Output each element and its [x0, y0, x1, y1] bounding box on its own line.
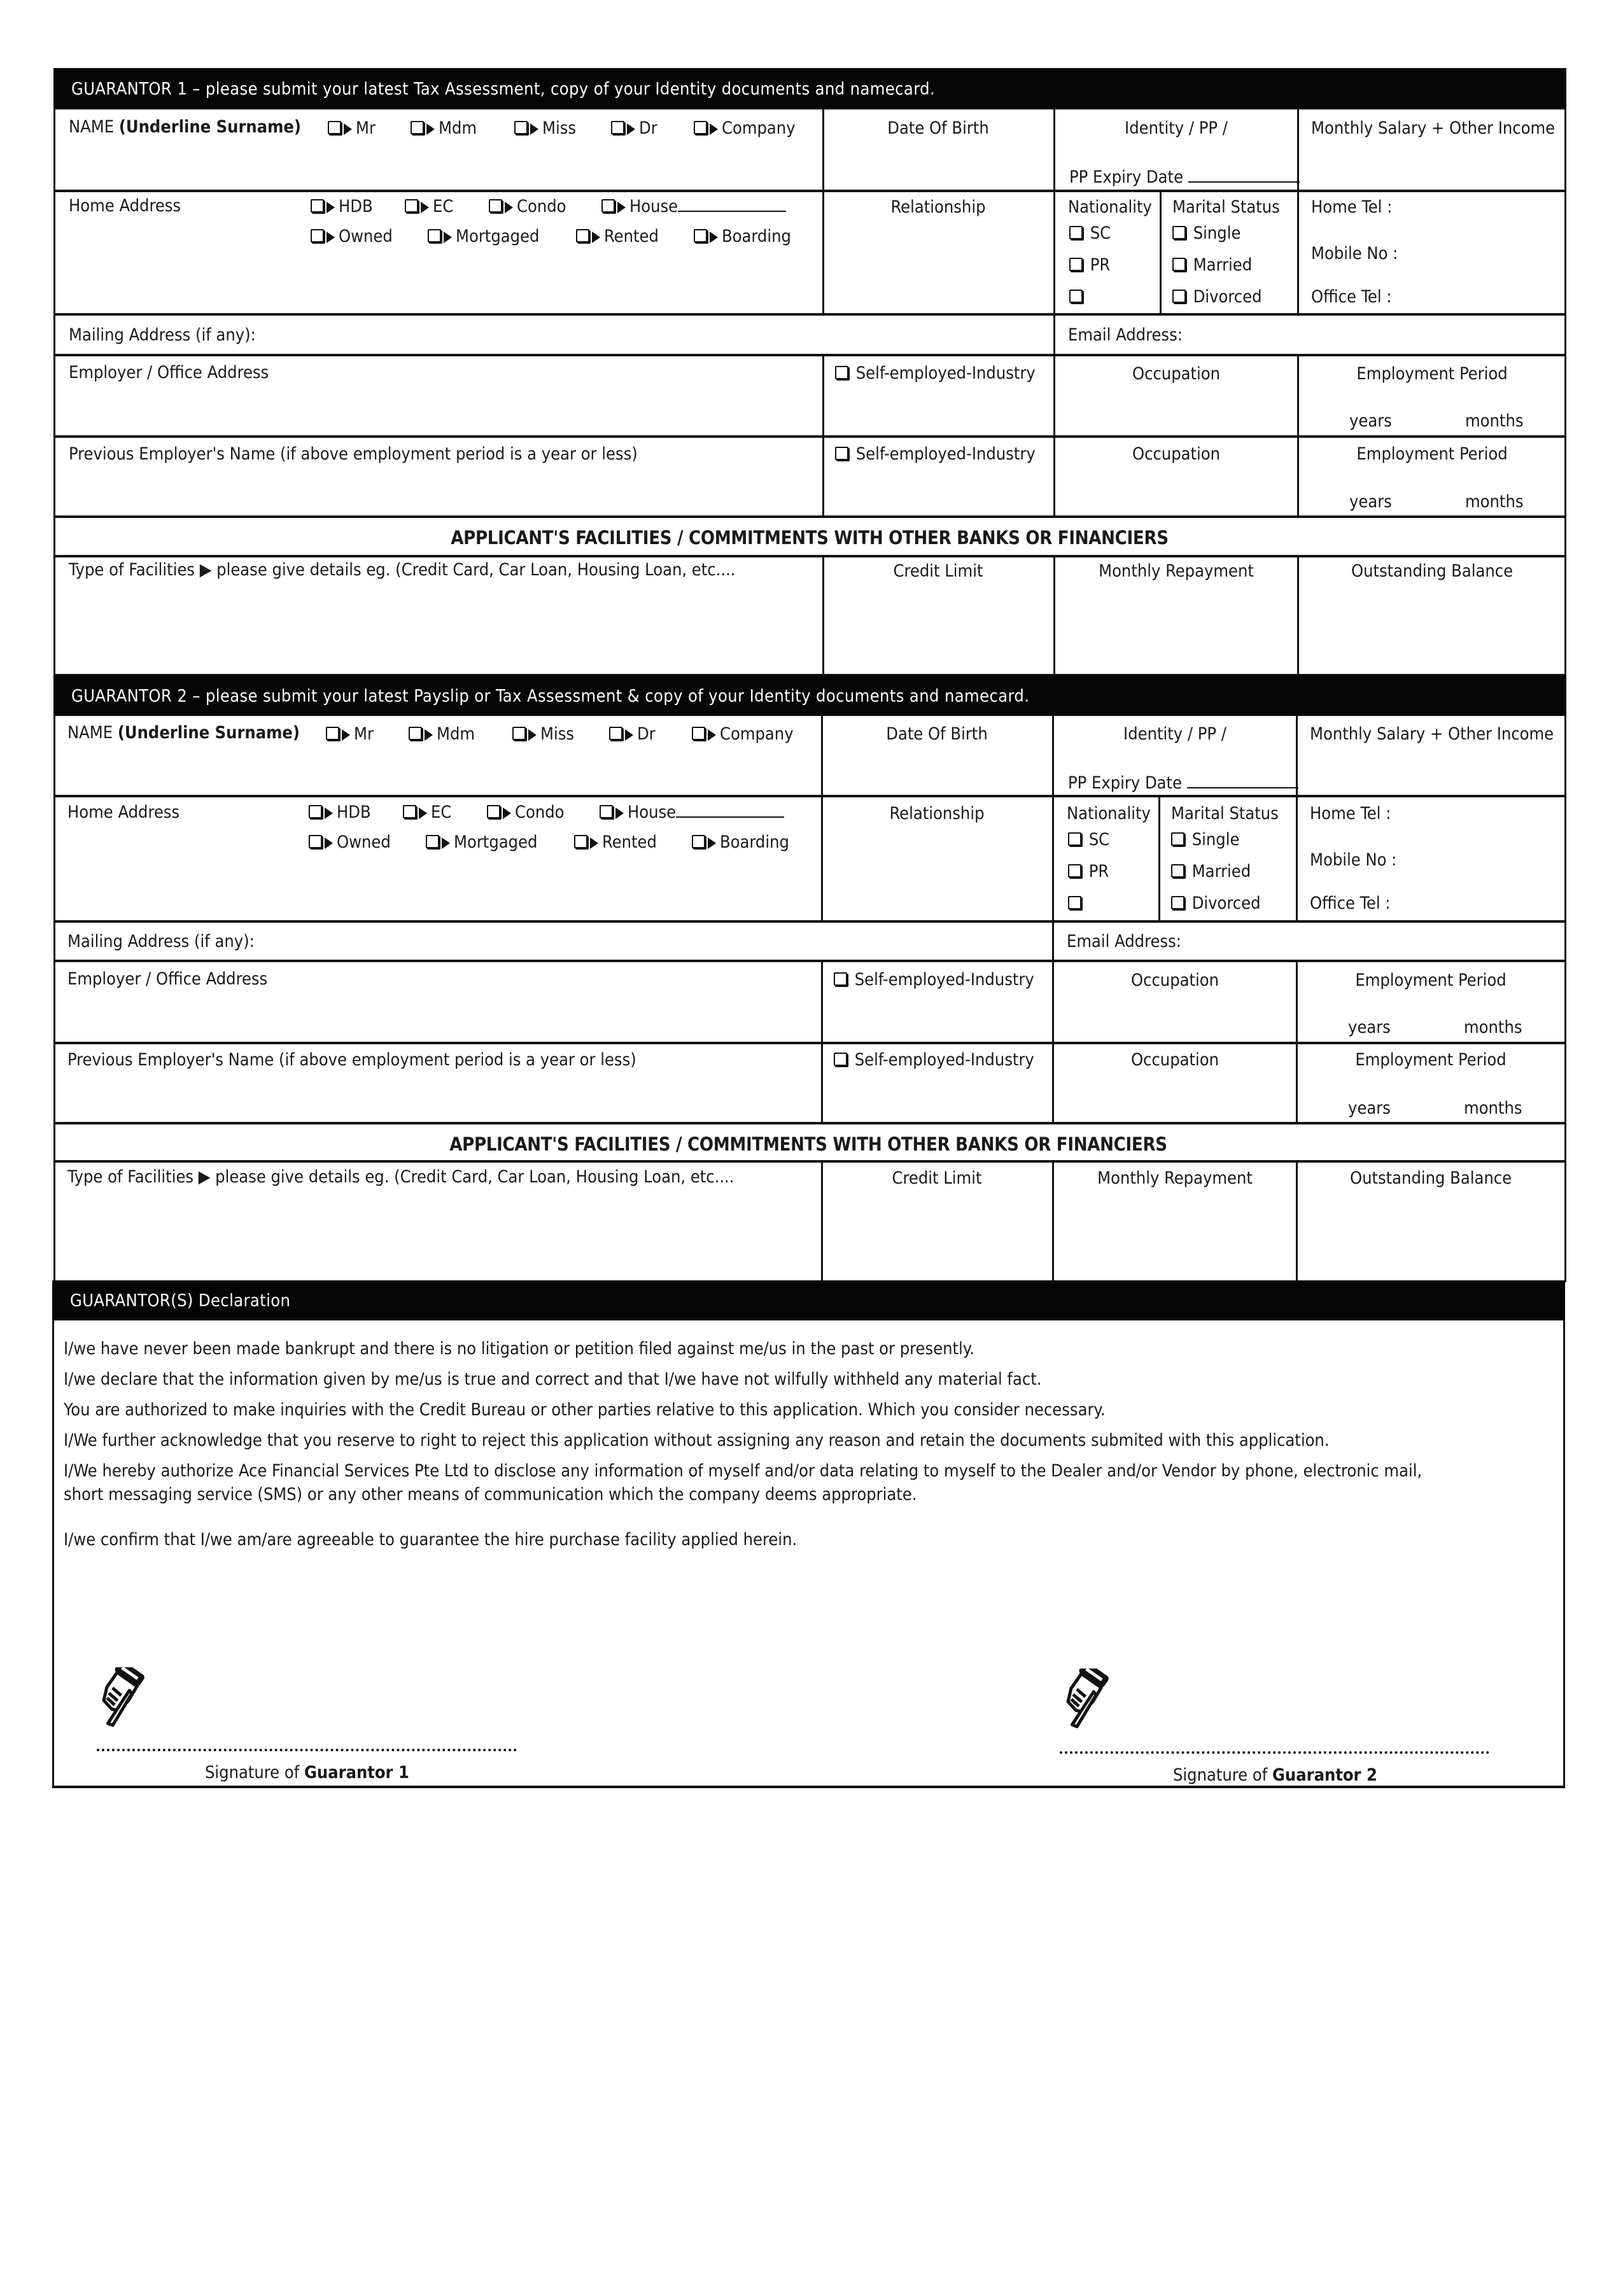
months-label: months — [1464, 1018, 1522, 1037]
months-label: months — [1464, 1098, 1522, 1118]
marital-option-married[interactable]: Married — [1172, 256, 1252, 274]
employment-period-label: Employment Period — [1355, 970, 1507, 990]
divider — [821, 715, 823, 921]
arrow-right-icon — [421, 202, 429, 213]
housing-option-ec[interactable]: EC — [403, 804, 451, 821]
name-field-label: NAME (Underline Surname) — [67, 723, 300, 743]
divider — [53, 190, 1566, 192]
marital-status-label: Marital Status — [1172, 197, 1280, 217]
divider — [53, 960, 1566, 962]
pointing-hand-icon — [89, 1667, 159, 1731]
date-of-birth-label: Date Of Birth — [887, 118, 989, 138]
occupation-label: Occupation — [1130, 1050, 1219, 1070]
email-address-label: Email Address: — [1067, 932, 1181, 951]
checkbox-icon[interactable] — [611, 121, 624, 134]
checkbox-icon[interactable] — [1172, 258, 1186, 271]
checkbox-icon[interactable] — [514, 121, 528, 134]
pp-expiry-input[interactable] — [1188, 181, 1300, 183]
ownership-option-boarding[interactable]: Boarding — [692, 834, 789, 851]
ownership-option-rented[interactable]: Rented — [576, 228, 659, 245]
housing-option-condo[interactable]: Condo — [487, 804, 565, 821]
title-option-miss[interactable]: Miss — [512, 725, 574, 743]
title-option-dr[interactable]: Dr — [609, 725, 656, 743]
ownership-option-mortgaged[interactable]: Mortgaged — [428, 228, 539, 245]
credit-limit-label: Credit Limit — [892, 1168, 982, 1188]
home-address-label: Home Address — [69, 196, 181, 216]
divider — [53, 920, 1566, 923]
divider — [1053, 313, 1055, 355]
arrow-right-icon — [708, 837, 716, 849]
checkbox-icon[interactable] — [1069, 258, 1083, 271]
marital-option-divorced[interactable]: Divorced — [1171, 895, 1261, 912]
nationality-option-other[interactable] — [1068, 895, 1084, 912]
home-tel-label: Home Tel : — [1311, 197, 1393, 217]
arrow-right-icon — [592, 232, 600, 243]
divider — [1053, 108, 1055, 314]
divider — [53, 515, 1566, 518]
monthly-repayment-label: Monthly Repayment — [1099, 561, 1254, 581]
checkbox-icon[interactable] — [426, 835, 439, 848]
years-label: years — [1348, 1098, 1391, 1118]
office-tel-label: Office Tel : — [1310, 893, 1391, 913]
arrow-right-icon — [530, 123, 538, 135]
self-employed-option[interactable]: Self-employed-Industry — [835, 445, 1036, 463]
checkbox-icon[interactable] — [489, 199, 502, 213]
mailing-address-label: Mailing Address (if any): — [69, 325, 256, 345]
checkbox-icon[interactable] — [576, 229, 589, 242]
declaration-line: I/we declare that the information given by me/us is true and correct and that I/we have not wilfully withheld any material fact. — [64, 1369, 1042, 1389]
declaration-line: I/We hereby authorize Ace Financial Services Pte Ltd to disclose any information of myself and/or data relating to myself to the Dealer and/or Vendor by phone, electronic mail, — [64, 1461, 1423, 1481]
checkbox-icon[interactable] — [512, 727, 526, 740]
declaration-line: You are authorized to make inquiries with the Credit Bureau or other parties relative to this application. Which you consider necessary. — [64, 1400, 1106, 1420]
checkbox-icon[interactable] — [1068, 864, 1081, 878]
arrow-right-icon — [442, 837, 450, 849]
divider — [1052, 1160, 1054, 1282]
credit-limit-label: Credit Limit — [893, 561, 983, 581]
housing-option-hdb[interactable]: HDB — [309, 804, 371, 821]
divider — [1296, 1160, 1298, 1282]
housing-option-house[interactable]: House — [600, 804, 784, 821]
years-label: years — [1348, 1018, 1391, 1037]
signature-label-guarantor1: Signature of Guarantor 1 — [205, 1763, 409, 1782]
checkbox-icon[interactable] — [1069, 226, 1083, 239]
checkbox-icon[interactable] — [405, 199, 418, 213]
occupation-label: Occupation — [1132, 444, 1221, 464]
signature-line-guarantor2[interactable] — [1060, 1751, 1489, 1754]
divider — [1297, 108, 1299, 314]
guarantor1-frame — [53, 108, 1566, 675]
arrow-right-icon — [710, 123, 718, 135]
mailing-address-label: Mailing Address (if any): — [67, 932, 255, 951]
signature-label-guarantor2: Signature of Guarantor 2 — [1173, 1765, 1377, 1785]
arrow-right-icon — [528, 729, 537, 741]
divider — [1158, 795, 1160, 921]
checkbox-icon[interactable] — [1172, 226, 1186, 239]
checkbox-icon[interactable] — [311, 199, 324, 213]
mobile-no-label: Mobile No : — [1311, 244, 1398, 263]
divider — [1297, 354, 1299, 517]
nationality-label: Nationality — [1067, 804, 1151, 823]
title-option-miss[interactable]: Miss — [514, 120, 576, 137]
checkbox-icon[interactable] — [834, 972, 847, 986]
arrow-right-icon — [426, 123, 435, 135]
ownership-option-mortgaged[interactable]: Mortgaged — [426, 834, 537, 851]
title-option-dr[interactable]: Dr — [611, 120, 657, 137]
arrow-right-icon — [710, 232, 718, 243]
arrow-right-icon — [425, 729, 433, 741]
divider — [1052, 960, 1054, 1123]
identity-label: Identity / PP / — [1125, 118, 1228, 138]
divider — [53, 354, 1566, 356]
ownership-option-rented[interactable]: Rented — [574, 834, 657, 851]
occupation-label: Occupation — [1130, 970, 1219, 990]
mobile-no-label: Mobile No : — [1310, 850, 1397, 870]
nationality-option-sc[interactable]: SC — [1068, 831, 1109, 848]
employer-address-label: Employer / Office Address — [69, 363, 269, 382]
divider — [53, 795, 1566, 797]
self-employed-option[interactable]: Self-employed-Industry — [835, 365, 1036, 382]
facilities-heading: APPLICANT'S FACILITIES / COMMITMENTS WITH OTHER BANKS OR FINANCIERS — [451, 527, 1169, 549]
housing-option-house[interactable]: House — [601, 198, 786, 215]
declaration-banner-text: GUARANTOR(S) Declaration — [70, 1291, 291, 1310]
ownership-option-boarding[interactable]: Boarding — [694, 228, 791, 245]
checkbox-icon[interactable] — [694, 121, 707, 134]
nationality-option-pr[interactable]: PR — [1068, 863, 1109, 880]
checkbox-icon[interactable] — [1068, 832, 1081, 846]
title-option-mr[interactable]: Mr — [326, 725, 374, 743]
home-address-label: Home Address — [67, 802, 180, 822]
declaration-line: I/we confirm that I/we am/are agreeable to guarantee the hire purchase facility applied herein. — [64, 1530, 797, 1550]
guarantor1-banner-text: GUARANTOR 1 – please submit your latest Tax Assessment, copy of your Identity documents and namecard. — [71, 79, 936, 99]
outstanding-balance-label: Outstanding Balance — [1349, 1168, 1512, 1188]
home-tel-label: Home Tel : — [1310, 804, 1391, 823]
arrow-right-icon — [617, 202, 626, 213]
months-label: months — [1465, 411, 1524, 431]
facilities-type-label: Type of Facilities ▶ please give details eg. (Credit Card, Car Loan, Housing Loan, etc.... — [67, 1167, 734, 1187]
outstanding-balance-label: Outstanding Balance — [1351, 561, 1514, 581]
declaration-line: I/we have never been made bankrupt and there is no litigation or petition filed against me/us in the past or presently. — [64, 1339, 974, 1359]
title-option-company[interactable]: Company — [694, 120, 796, 137]
divider — [1160, 190, 1162, 314]
email-address-label: Email Address: — [1068, 325, 1183, 345]
divider — [1053, 555, 1055, 675]
title-option-mr[interactable]: Mr — [328, 120, 376, 137]
years-label: years — [1349, 492, 1392, 512]
divider — [821, 960, 823, 1123]
checkbox-icon[interactable] — [309, 805, 322, 818]
divider — [1296, 715, 1298, 921]
divider — [53, 435, 1566, 438]
checkbox-icon[interactable] — [309, 835, 322, 848]
house-type-input[interactable] — [678, 211, 786, 212]
marital-option-married[interactable]: Married — [1171, 863, 1251, 880]
arrow-right-icon — [325, 808, 333, 819]
title-option-company[interactable]: Company — [692, 725, 794, 743]
office-tel-label: Office Tel : — [1311, 287, 1392, 307]
marital-option-single[interactable]: Single — [1172, 225, 1240, 242]
signature-line-guarantor1[interactable] — [97, 1749, 517, 1751]
guarantor1-banner — [53, 68, 1566, 109]
pp-expiry-label[interactable]: PP Expiry Date — [1069, 169, 1300, 186]
divider — [53, 313, 1566, 316]
months-label: months — [1465, 492, 1524, 512]
title-option-mdm[interactable]: Mdm — [411, 120, 477, 137]
name-field-label: NAME (Underline Surname) — [69, 117, 302, 137]
arrow-right-icon — [327, 232, 335, 243]
arrow-right-icon — [615, 808, 624, 819]
relationship-label: Relationship — [889, 804, 985, 823]
declaration-line: I/We further acknowledge that you reserve to right to reject this application without assigning any reason and retain the documents submited with this application. — [64, 1431, 1330, 1450]
divider — [1052, 715, 1054, 921]
checkbox-icon[interactable] — [326, 727, 339, 740]
divider — [1053, 354, 1055, 517]
years-label: years — [1349, 411, 1392, 431]
checkbox-icon[interactable] — [409, 727, 422, 740]
arrow-right-icon — [590, 837, 598, 849]
checkbox-icon[interactable] — [1172, 290, 1186, 303]
checkbox-icon[interactable] — [311, 229, 324, 242]
checkbox-icon[interactable] — [692, 835, 705, 848]
nationality-option-other[interactable] — [1069, 288, 1085, 305]
checkbox-icon[interactable] — [834, 1053, 847, 1066]
facilities-heading: APPLICANT'S FACILITIES / COMMITMENTS WITH OTHER BANKS OR FINANCIERS — [449, 1133, 1167, 1155]
checkbox-icon[interactable] — [487, 805, 500, 818]
checkbox-icon[interactable] — [600, 805, 613, 818]
occupation-label: Occupation — [1132, 364, 1221, 384]
checkbox-icon[interactable] — [601, 199, 615, 213]
checkbox-icon[interactable] — [1069, 290, 1083, 303]
checkbox-icon[interactable] — [1171, 864, 1184, 878]
divider — [1296, 960, 1298, 1123]
date-of-birth-label: Date Of Birth — [886, 724, 988, 744]
divider — [53, 1122, 1566, 1124]
arrow-right-icon — [505, 202, 513, 213]
divider — [53, 1042, 1566, 1044]
previous-employer-label: Previous Employer's Name (if above employment period is a year or less) — [67, 1050, 636, 1070]
arrow-right-icon — [327, 202, 335, 213]
self-employed-option[interactable]: Self-employed-Industry — [834, 1051, 1034, 1068]
checkbox-icon[interactable] — [692, 727, 705, 740]
divider — [1052, 920, 1054, 961]
ownership-option-owned[interactable]: Owned — [309, 834, 391, 851]
self-employed-option[interactable]: Self-employed-Industry — [834, 971, 1034, 988]
checkbox-icon[interactable] — [328, 121, 341, 134]
arrow-right-icon — [625, 729, 633, 741]
monthly-income-label: Monthly Salary + Other Income — [1311, 118, 1556, 138]
pp-expiry-input[interactable] — [1187, 787, 1298, 788]
guarantor2-frame — [53, 715, 1566, 1282]
ownership-option-owned[interactable]: Owned — [311, 228, 393, 245]
checkbox-icon[interactable] — [411, 121, 424, 134]
checkbox-icon[interactable] — [835, 447, 848, 460]
checkbox-icon[interactable] — [1171, 832, 1184, 846]
pointing-hand-icon — [1053, 1669, 1123, 1732]
divider — [822, 354, 824, 517]
arrow-right-icon — [444, 232, 452, 243]
house-type-input[interactable] — [676, 816, 784, 818]
checkbox-icon[interactable] — [1171, 896, 1184, 909]
employer-address-label: Employer / Office Address — [67, 969, 268, 989]
arrow-right-icon — [344, 123, 352, 135]
nationality-option-sc[interactable]: SC — [1069, 225, 1111, 242]
arrow-right-icon — [627, 123, 635, 135]
declaration-line: short messaging service (SMS) or any other means of communication which the company deems appropriate. — [64, 1485, 917, 1504]
guarantor2-banner — [53, 676, 1566, 716]
checkbox-icon[interactable] — [1068, 896, 1081, 909]
arrow-right-icon — [503, 808, 511, 819]
title-option-mdm[interactable]: Mdm — [409, 725, 475, 743]
arrow-right-icon — [708, 729, 716, 741]
checkbox-icon[interactable] — [609, 727, 622, 740]
previous-employer-label: Previous Employer's Name (if above employment period is a year or less) — [69, 444, 638, 464]
arrow-right-icon — [419, 808, 427, 819]
checkbox-icon[interactable] — [694, 229, 707, 242]
housing-option-ec[interactable]: EC — [405, 198, 453, 215]
marital-option-divorced[interactable]: Divorced — [1172, 288, 1262, 305]
nationality-label: Nationality — [1068, 197, 1152, 217]
employment-period-label: Employment Period — [1355, 1050, 1507, 1070]
arrow-right-icon — [325, 837, 333, 849]
facilities-type-label: Type of Facilities ▶ please give details eg. (Credit Card, Car Loan, Housing Loan, etc.... — [69, 560, 736, 580]
checkbox-icon[interactable] — [835, 366, 848, 379]
arrow-right-icon — [342, 729, 350, 741]
housing-option-hdb[interactable]: HDB — [311, 198, 373, 215]
identity-label: Identity / PP / — [1123, 724, 1226, 744]
monthly-income-label: Monthly Salary + Other Income — [1310, 724, 1554, 744]
monthly-repayment-label: Monthly Repayment — [1097, 1168, 1253, 1188]
employment-period-label: Employment Period — [1356, 444, 1508, 464]
marital-status-label: Marital Status — [1171, 804, 1279, 823]
divider — [53, 1160, 1566, 1163]
checkbox-icon[interactable] — [574, 835, 587, 848]
relationship-label: Relationship — [890, 197, 986, 217]
declaration-banner — [52, 1280, 1565, 1320]
checkbox-icon[interactable] — [428, 229, 441, 242]
divider — [1297, 555, 1299, 675]
divider — [821, 1160, 823, 1282]
nationality-option-pr[interactable]: PR — [1069, 256, 1110, 274]
housing-option-condo[interactable]: Condo — [489, 198, 566, 215]
marital-option-single[interactable]: Single — [1171, 831, 1239, 848]
divider — [822, 555, 824, 675]
checkbox-icon[interactable] — [403, 805, 416, 818]
divider — [53, 555, 1566, 557]
pp-expiry-label[interactable]: PP Expiry Date — [1068, 774, 1298, 792]
divider — [52, 1786, 1565, 1788]
employment-period-label: Employment Period — [1356, 364, 1508, 384]
divider — [822, 108, 824, 314]
guarantor2-banner-text: GUARANTOR 2 – please submit your latest Payslip or Tax Assessment & copy of your Identity documents and namecard. — [71, 686, 1030, 706]
